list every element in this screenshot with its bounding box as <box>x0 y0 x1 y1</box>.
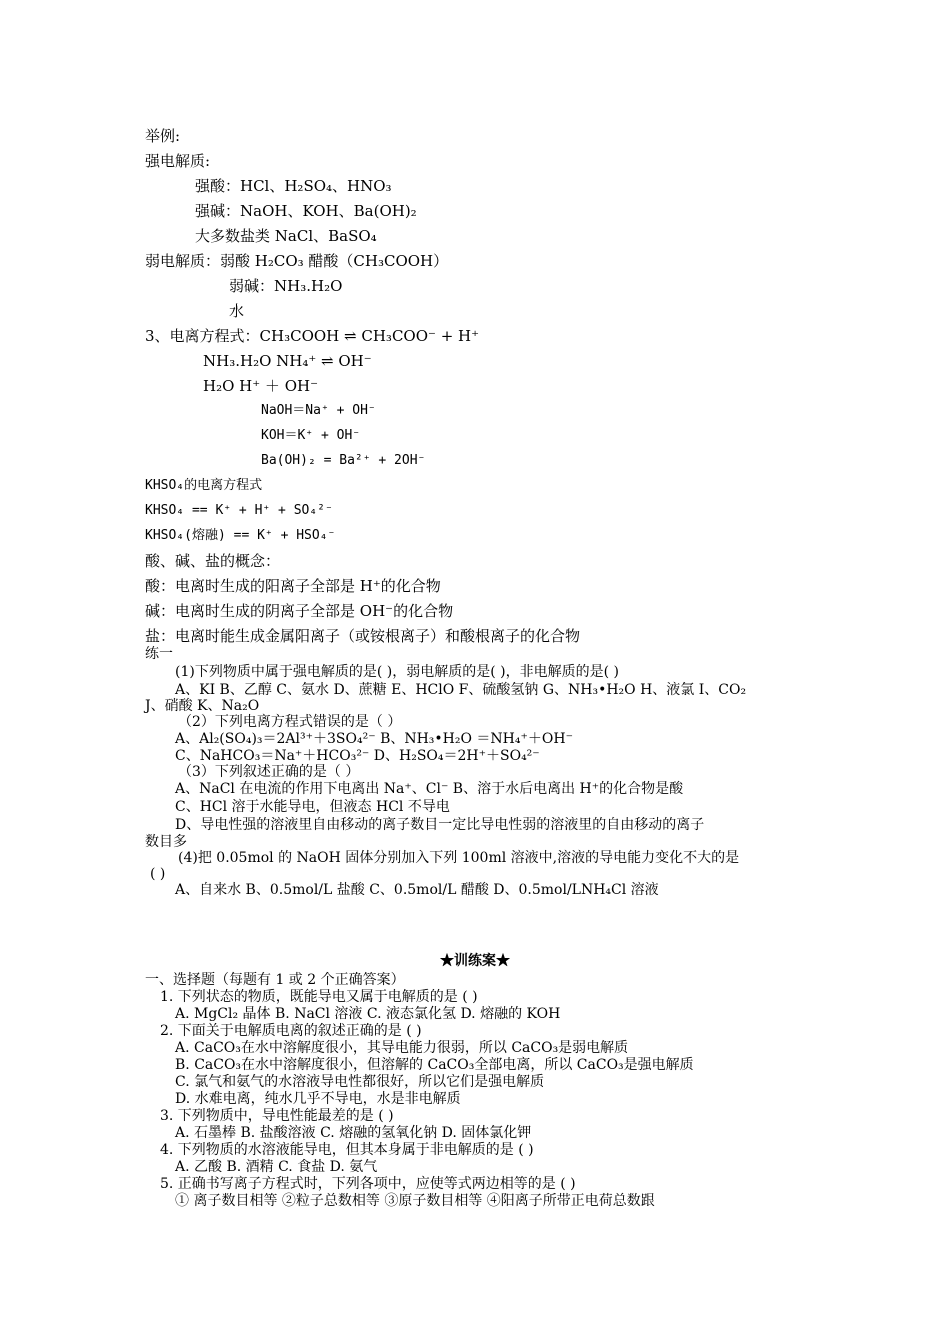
baoh-equation: Ba(OH)₂ = Ba²⁺ + 2OH⁻ <box>261 453 426 468</box>
training-q4-options: A. 乙酸 B. 酒精 C. 食盐 D. 氨气 <box>175 1159 378 1175</box>
strong-acids-line: 强酸：HCl、H₂SO₄、HNO₃ <box>195 177 392 195</box>
practice-q4-options: A、自来水 B、0.5mol/L 盐酸 C、0.5mol/L 醋酸 D、0.5mol/LNH₄Cl 溶液 <box>175 882 659 898</box>
nh3-equation: NH₃.H₂O NH₄⁺ ⇌ OH⁻ <box>203 352 372 370</box>
naoh-equation: NaOH＝Na⁺ + OH⁻ <box>261 403 376 418</box>
training-q2-option-d: D. 水难电离，纯水几乎不导电，水是非电解质 <box>175 1091 461 1107</box>
practice-q2: （2）下列电离方程式错误的是（ ） <box>178 714 402 730</box>
practice-q4: (4)把 0.05mol 的 NaOH 固体分别加入下列 100ml 溶液中,溶液的导电能力变化不大的是 <box>178 850 740 866</box>
training-title: ★训练案★ <box>440 953 510 969</box>
concepts-heading: 酸、碱、盐的概念： <box>145 552 281 570</box>
practice-q2-options-cd: C、NaHCO₃＝Na⁺＋HCO₃²⁻ D、H₂SO₄＝2H⁺＋SO₄²⁻ <box>175 748 540 764</box>
training-q5-options: ① 离子数目相等 ②粒子总数相等 ③原子数目相等 ④阳离子所带正电荷总数跟 <box>175 1193 655 1209</box>
acid-definition: 酸：电离时生成的阳离子全部是 H⁺的化合物 <box>145 577 441 595</box>
base-definition: 碱：电离时生成的阴离子全部是 OH⁻的化合物 <box>145 602 454 620</box>
weak-base-line: 弱碱：NH₃.H₂O <box>229 277 343 295</box>
practice-heading: 练一 <box>145 646 173 662</box>
practice-q1: (1)下列物质中属于强电解质的是( )，弱电解质的是( )，非电解质的是( ) <box>175 664 619 680</box>
strong-electrolyte-heading: 强电解质: <box>145 152 211 170</box>
salt-definition: 盐：电离时能生成金属阳离子（或铵根离子）和酸根离子的化合物 <box>145 627 581 645</box>
training-q2-option-a: A. CaCO₃在水中溶解度很小，其导电能力很弱，所以 CaCO₃是弱电解质 <box>175 1040 629 1056</box>
practice-q1-options-a: A、KI B、乙醇 C、氨水 D、蔗糖 E、HClO F、硫酸氢钠 G、NH₃•H₂O H、液氯 I、CO₂ <box>175 682 747 698</box>
practice-q2-options-ab: A、Al₂(SO₄)₃＝2Al³⁺＋3SO₄²⁻ B、NH₃•H₂O ＝NH₄⁺＋OH⁻ <box>175 731 573 747</box>
training-q2-option-c: C. 氯气和氨气的水溶液导电性都很好，所以它们是强电解质 <box>175 1074 545 1090</box>
khso4-heading: KHSO₄的电离方程式 <box>145 478 263 493</box>
koh-equation: KOH＝K⁺ + OH⁻ <box>261 428 361 443</box>
practice-q4-answer-paren: ( ) <box>150 866 166 882</box>
khso4-molten-equation: KHSO₄(熔融) == K⁺ + HSO₄⁻ <box>145 528 336 543</box>
practice-q3-option-d-line1: D、导电性强的溶液里自由移动的离子数目一定比导电性弱的溶液里的自由移动的离子 <box>175 817 705 833</box>
practice-q3-option-d-line2: 数目多 <box>145 834 187 850</box>
h2o-equation: H₂O H⁺ ＋ OH⁻ <box>203 377 318 395</box>
practice-q3: （3）下列叙述正确的是（ ） <box>178 764 360 780</box>
example-heading: 举例: <box>145 127 181 145</box>
training-q3: 3. 下列物质中，导电性能最差的是 ( ) <box>160 1108 394 1124</box>
practice-q1-options-b: J、硝酸 K、Na₂O <box>145 698 260 714</box>
water-line: 水 <box>229 302 245 320</box>
ionization-equation-heading: 3、电离方程式：CH₃COOH ⇌ CH₃COO⁻ + H⁺ <box>145 327 480 345</box>
training-q2: 2. 下面关于电解质电离的叙述正确的是 ( ) <box>160 1023 422 1039</box>
training-q3-options: A. 石墨棒 B. 盐酸溶液 C. 熔融的氢氧化钠 D. 固体氯化钾 <box>175 1125 532 1141</box>
training-q4: 4. 下列物质的水溶液能导电，但其本身属于非电解质的是 ( ) <box>160 1142 534 1158</box>
training-q1-options: A. MgCl₂ 晶体 B. NaCl 溶液 C. 液态氯化氢 D. 熔融的 KOH <box>175 1006 561 1022</box>
training-q2-option-b: B. CaCO₃在水中溶解度很小，但溶解的 CaCO₃全部电离，所以 CaCO₃是强电解质 <box>175 1057 694 1073</box>
salts-line: 大多数盐类 NaCl、BaSO₄ <box>195 227 377 245</box>
training-q5: 5. 正确书写离子方程式时，下列各项中，应使等式两边相等的是 ( ) <box>160 1176 576 1192</box>
practice-q3-option-c: C、HCl 溶于水能导电，但液态 HCl 不导电 <box>175 799 450 815</box>
strong-bases-line: 强碱：NaOH、KOH、Ba(OH)₂ <box>195 202 417 220</box>
practice-q3-options-ab: A、NaCl 在电流的作用下电离出 Na⁺、Cl⁻ B、溶于水后电离出 H⁺的化合物是酸 <box>175 781 684 797</box>
training-section-heading: 一、选择题（每题有 1 或 2 个正确答案） <box>145 972 405 988</box>
training-q1: 1. 下列状态的物质，既能导电又属于电解质的是 ( ) <box>160 989 478 1005</box>
khso4-aqueous-equation: KHSO₄ == K⁺ + H⁺ + SO₄²⁻ <box>145 503 333 518</box>
weak-electrolyte-line: 弱电解质：弱酸 H₂CO₃ 醋酸（CH₃COOH） <box>145 252 449 270</box>
